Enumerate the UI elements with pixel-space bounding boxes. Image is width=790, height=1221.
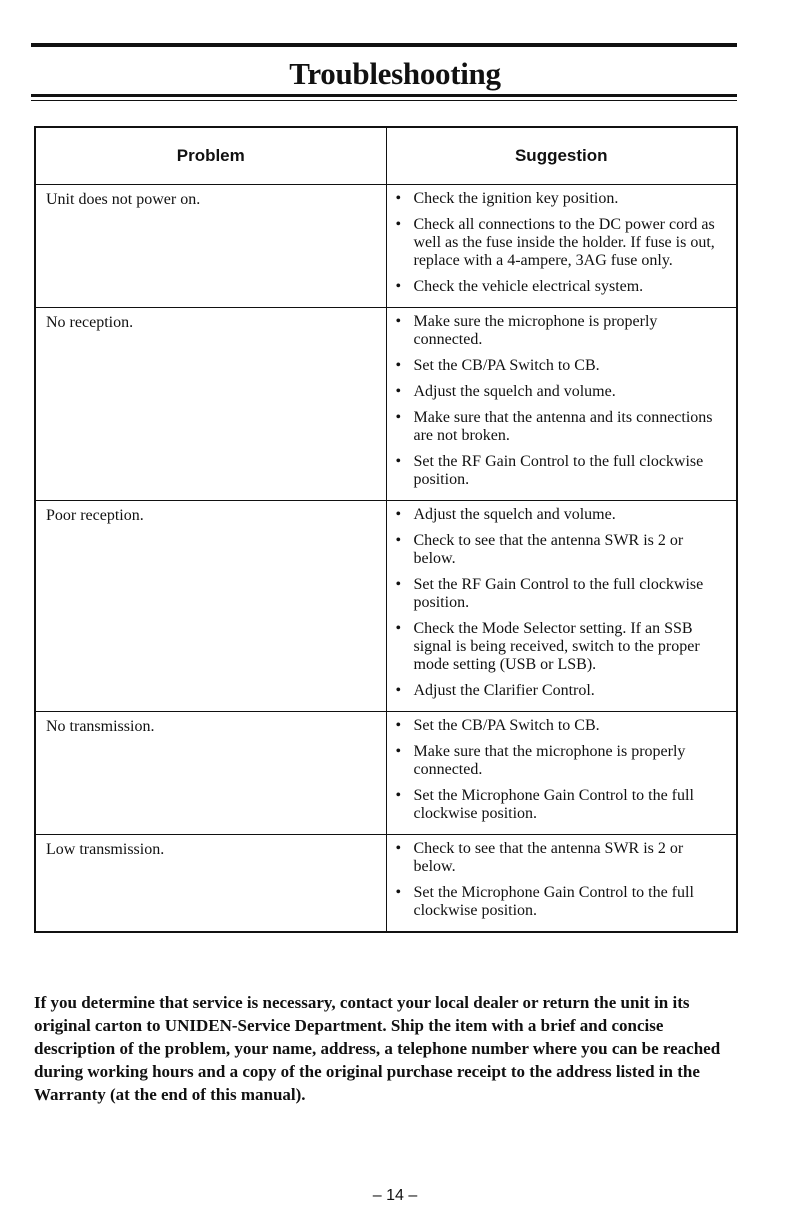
suggestion-item: • Check the vehicle electrical system. [395, 278, 729, 296]
suggestion-list [387, 712, 737, 834]
table-row [35, 501, 737, 712]
suggestion-cell [386, 501, 737, 712]
table-row [35, 712, 737, 835]
table-row [35, 185, 737, 308]
title-rule-top [31, 40, 737, 47]
problem-cell: Poor reception. [35, 501, 386, 712]
suggestion-item: • Adjust the squelch and volume. [395, 383, 729, 401]
suggestion-cell [386, 712, 737, 835]
suggestion-item: • Set the RF Gain Control to the full clockwise position. [395, 576, 729, 612]
suggestion-item: • Adjust the squelch and volume. [395, 506, 729, 524]
problem-cell: Unit does not power on. [35, 185, 386, 308]
suggestion-column-header: Suggestion [386, 127, 737, 185]
suggestion-item: • Set the RF Gain Control to the full clockwise position. [395, 453, 729, 489]
suggestion-item: • Make sure that the antenna and its connections are not broken. [395, 409, 729, 445]
problem-column-header: Problem [35, 127, 386, 185]
suggestion-cell [386, 835, 737, 933]
table-row [35, 835, 737, 933]
title-rule-bottom [31, 94, 737, 101]
suggestion-item: • Set the Microphone Gain Control to the full clockwise position. [395, 787, 729, 823]
troubleshooting-table [34, 126, 738, 933]
suggestion-cell [386, 185, 737, 308]
problem-cell: No reception. [35, 308, 386, 501]
table-header-row [35, 127, 737, 185]
page-title: Troubleshooting [289, 56, 501, 91]
suggestion-list [387, 835, 737, 931]
suggestion-item: • Check the ignition key position. [395, 190, 729, 208]
suggestion-item: • Check the Mode Selector setting. If an SSB signal is being received, switch to the proper mode setting (USB or LSB). [395, 620, 729, 674]
service-note: If you determine that service is necessary, contact your local dealer or return the unit in its original carton to UNIDEN-Service Department. Ship the item with a brief and concise description of the problem, your name, address, a telephone number where you can be reached during working hours and a copy of the original purchase receipt to the address listed in the Warranty (at the end of this manual). [34, 993, 721, 1104]
suggestion-item: • Check to see that the antenna SWR is 2 or below. [395, 840, 729, 876]
table-row [35, 308, 737, 501]
page-number: – 14 – [372, 1187, 418, 1204]
suggestion-list [387, 308, 737, 500]
suggestion-item: • Set the CB/PA Switch to CB. [395, 717, 729, 735]
suggestion-item: • Adjust the Clarifier Control. [395, 682, 729, 700]
suggestion-item: • Set the Microphone Gain Control to the full clockwise position. [395, 884, 729, 920]
suggestion-list [387, 185, 737, 307]
problem-cell: Low transmission. [35, 835, 386, 933]
problem-cell: No transmission. [35, 712, 386, 835]
suggestion-item: • Make sure the microphone is properly connected. [395, 313, 729, 349]
suggestion-item: • Check all connections to the DC power cord as well as the fuse inside the holder. If fuse is out, replace with a 4-ampere, 3AG fuse only. [395, 216, 729, 270]
suggestion-item: • Check to see that the antenna SWR is 2 or below. [395, 532, 729, 568]
suggestion-item: • Set the CB/PA Switch to CB. [395, 357, 729, 375]
suggestion-cell [386, 308, 737, 501]
suggestion-item: • Make sure that the microphone is properly connected. [395, 743, 729, 779]
suggestion-list [387, 501, 737, 711]
